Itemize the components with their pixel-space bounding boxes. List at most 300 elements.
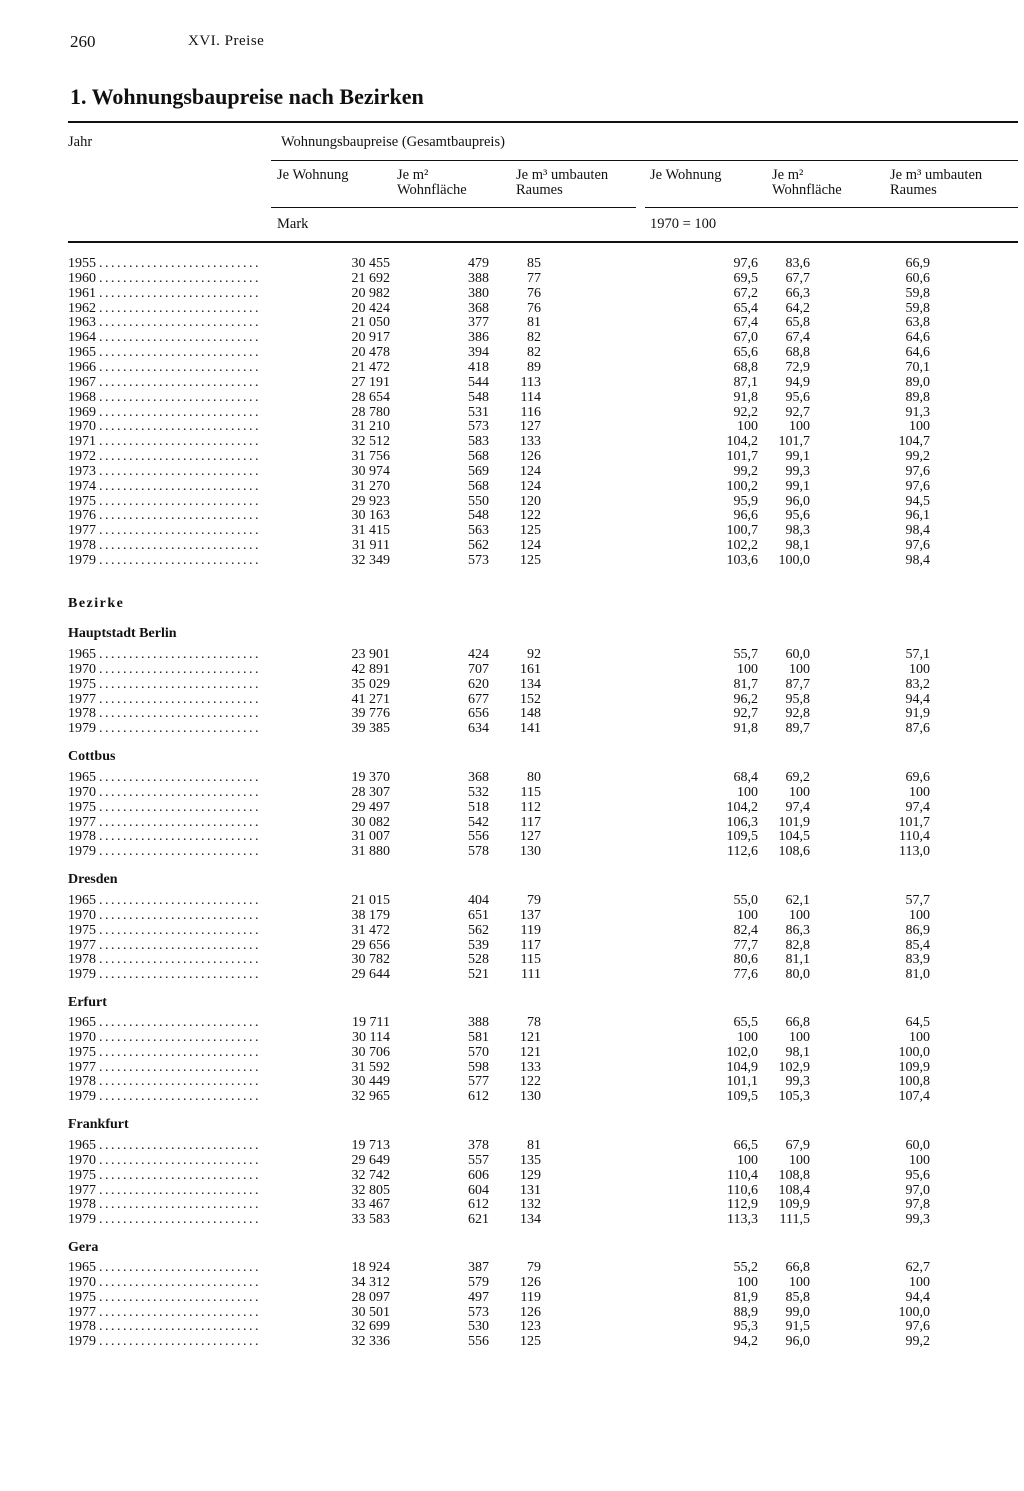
cell-je-wohnung-mark: 29 649 <box>351 1152 390 1168</box>
cell-je-wohnung-index: 65,5 <box>733 1015 758 1030</box>
cell-je-m2-mark: 378 <box>468 1138 489 1153</box>
cell-je-m3-mark: 121 <box>520 1029 541 1045</box>
cell-year: 1965 . . . <box>68 1138 258 1153</box>
cell-je-m2-index: 96,0 <box>785 1334 810 1350</box>
header-col-2-line-2: Wohnfläche <box>397 182 467 198</box>
cell-year: 1975 . . . <box>68 1045 258 1060</box>
table-row <box>68 829 1018 844</box>
cell-je-m2-mark: 544 <box>468 374 489 390</box>
cell-je-m3-index: 97,6 <box>905 1319 930 1335</box>
header-col-3-line-1: Je m³ umbauten <box>516 167 609 183</box>
cell-je-m3-index: 100 <box>909 1152 930 1168</box>
cell-je-wohnung-mark: 19 370 <box>351 770 390 785</box>
cell-je-wohnung-mark: 33 583 <box>351 1212 390 1228</box>
cell-je-m3-mark: 85 <box>527 256 541 271</box>
cell-je-m3-mark: 119 <box>520 1289 541 1305</box>
cell-je-wohnung-index: 100 <box>737 907 758 923</box>
cell-je-m3-index: 100 <box>909 1274 930 1290</box>
cell-je-m2-mark: 568 <box>468 449 489 465</box>
cell-je-m3-index: 100,8 <box>898 1074 930 1090</box>
header-unit-rule-index <box>645 207 1018 208</box>
cell-je-m2-mark: 386 <box>468 330 489 346</box>
cell-je-m3-mark: 79 <box>527 1260 541 1275</box>
cell-je-m2-mark: 548 <box>468 508 489 524</box>
cell-je-wohnung-index: 110,4 <box>727 1167 758 1183</box>
cell-je-m2-index: 80,0 <box>785 967 810 983</box>
cell-je-m2-mark: 556 <box>468 829 489 845</box>
table-row <box>68 1212 1018 1227</box>
cell-je-wohnung-index: 100 <box>737 419 758 435</box>
table-row <box>68 538 1018 553</box>
cell-je-m2-index: 82,8 <box>785 937 810 953</box>
cell-year: 1978 . . . <box>68 538 258 553</box>
cell-year: 1977 . . . <box>68 523 258 538</box>
cell-je-wohnung-mark: 30 782 <box>351 952 390 968</box>
header-bottom-rule <box>68 241 1018 243</box>
cell-je-wohnung-mark: 31 472 <box>351 922 390 938</box>
cell-je-wohnung-mark: 23 901 <box>351 647 390 662</box>
table-row <box>68 464 1018 479</box>
table-top-rule <box>68 121 1018 123</box>
cell-je-m3-mark: 130 <box>520 1089 541 1105</box>
cell-je-m3-index: 99,3 <box>905 1212 930 1228</box>
cell-je-m2-index: 89,7 <box>785 721 810 737</box>
cell-year: 1979 . . . <box>68 1089 258 1104</box>
section-heading-bezirke: Bezirke <box>68 596 125 611</box>
cell-je-m3-index: 110,4 <box>899 829 930 845</box>
table-row <box>68 1168 1018 1183</box>
cell-je-wohnung-index: 113,3 <box>727 1212 758 1228</box>
cell-je-m2-index: 99,3 <box>785 463 810 479</box>
cell-je-m2-mark: 368 <box>468 300 489 316</box>
cell-je-wohnung-mark: 32 742 <box>351 1167 390 1183</box>
cell-year: 1974 . . . <box>68 479 258 494</box>
header-unit-rule-mark <box>271 207 636 208</box>
cell-year: 1975 . . . <box>68 1290 258 1305</box>
header-col-6 <box>890 168 982 198</box>
table-row <box>68 1138 1018 1153</box>
cell-je-m3-mark: 120 <box>520 493 541 509</box>
cell-je-wohnung-index: 55,0 <box>733 893 758 908</box>
cell-je-m2-mark: 518 <box>468 799 489 815</box>
cell-je-m2-index: 105,3 <box>778 1089 810 1105</box>
cell-year: 1968 . . . <box>68 390 258 405</box>
cell-je-wohnung-index: 88,9 <box>733 1304 758 1320</box>
cell-je-m3-index: 81,0 <box>905 967 930 983</box>
cell-je-wohnung-index: 81,9 <box>733 1289 758 1305</box>
table-row <box>68 1045 1018 1060</box>
cell-je-wohnung-index: 110,6 <box>727 1182 758 1198</box>
cell-je-m3-index: 83,2 <box>905 676 930 692</box>
cell-je-m3-index: 91,9 <box>905 706 930 722</box>
header-unit-mark: Mark <box>277 216 309 232</box>
cell-je-m3-mark: 121 <box>520 1044 541 1060</box>
cell-je-m3-index: 98,4 <box>905 553 930 568</box>
cell-je-wohnung-index: 66,5 <box>733 1138 758 1153</box>
cell-year: 1979 . . . <box>68 1334 258 1349</box>
cell-je-wohnung-mark: 20 424 <box>351 300 390 316</box>
cell-je-wohnung-index: 82,4 <box>733 922 758 938</box>
cell-je-wohnung-mark: 32 512 <box>351 434 390 450</box>
cell-je-m2-mark: 521 <box>468 967 489 983</box>
header-group-rule <box>271 160 1018 161</box>
district-heading: Dresden <box>68 872 118 887</box>
table-row <box>68 1030 1018 1045</box>
header-col-5 <box>772 168 842 198</box>
cell-je-wohnung-index: 80,6 <box>733 952 758 968</box>
cell-je-m2-index: 98,1 <box>785 538 810 554</box>
cell-year: 1965 . . . <box>68 893 258 908</box>
table-row <box>68 494 1018 509</box>
cell-je-m3-mark: 122 <box>520 1074 541 1090</box>
cell-je-wohnung-mark: 29 644 <box>351 967 390 983</box>
cell-je-wohnung-mark: 31 210 <box>351 419 390 435</box>
cell-je-wohnung-index: 109,5 <box>726 1089 758 1105</box>
cell-je-m3-index: 94,4 <box>905 691 930 707</box>
cell-je-wohnung-index: 101,1 <box>726 1074 758 1090</box>
cell-je-m3-mark: 152 <box>520 691 541 707</box>
cell-je-wohnung-index: 100 <box>737 784 758 800</box>
cell-je-m2-mark: 550 <box>468 493 489 509</box>
cell-year: 1975 . . . <box>68 677 258 692</box>
cell-year: 1978 . . . <box>68 1074 258 1089</box>
cell-je-m2-mark: 497 <box>468 1289 489 1305</box>
cell-je-wohnung-mark: 30 082 <box>351 814 390 830</box>
cell-je-wohnung-index: 65,6 <box>733 345 758 361</box>
cell-je-wohnung-mark: 38 179 <box>351 907 390 923</box>
cell-je-m2-index: 95,8 <box>785 691 810 707</box>
cell-je-m3-mark: 134 <box>520 1212 541 1228</box>
chapter-heading: XVI. Preise <box>188 33 265 49</box>
cell-je-m3-index: 86,9 <box>905 922 930 938</box>
cell-year: 1977 . . . <box>68 815 258 830</box>
cell-je-wohnung-index: 99,2 <box>733 463 758 479</box>
cell-je-m3-index: 100 <box>909 419 930 435</box>
cell-je-m2-index: 95,6 <box>785 508 810 524</box>
cell-je-m3-mark: 76 <box>527 300 541 316</box>
cell-je-m3-mark: 76 <box>527 285 541 301</box>
cell-je-m3-index: 57,1 <box>905 647 930 662</box>
cell-je-m2-index: 98,3 <box>785 523 810 539</box>
cell-je-m3-mark: 132 <box>520 1197 541 1213</box>
district-heading: Frankfurt <box>68 1117 129 1132</box>
cell-je-wohnung-mark: 21 692 <box>351 270 390 286</box>
cell-je-wohnung-mark: 30 455 <box>351 256 390 271</box>
cell-je-m2-mark: 368 <box>468 770 489 785</box>
cell-je-m2-index: 65,8 <box>785 315 810 331</box>
cell-je-m2-mark: 532 <box>468 784 489 800</box>
cell-je-wohnung-mark: 19 711 <box>352 1015 390 1030</box>
cell-je-m2-mark: 612 <box>468 1089 489 1105</box>
cell-je-wohnung-mark: 31 415 <box>351 523 390 539</box>
cell-je-m3-mark: 131 <box>520 1182 541 1198</box>
cell-year: 1970 . . . <box>68 662 258 677</box>
cell-je-wohnung-mark: 18 924 <box>351 1260 390 1275</box>
cell-je-m3-mark: 117 <box>520 814 541 830</box>
cell-je-m3-index: 100 <box>909 784 930 800</box>
cell-je-wohnung-index: 65,4 <box>733 300 758 316</box>
cell-je-wohnung-index: 100 <box>737 1152 758 1168</box>
table-row <box>68 1197 1018 1212</box>
cell-je-wohnung-index: 100 <box>737 661 758 677</box>
cell-je-m2-index: 66,8 <box>785 1015 810 1030</box>
cell-je-m3-index: 89,0 <box>905 374 930 390</box>
cell-je-wohnung-mark: 20 478 <box>351 345 390 361</box>
cell-je-m2-index: 99,1 <box>785 449 810 465</box>
header-col-6-line-1: Je m³ umbauten <box>890 167 983 183</box>
cell-je-wohnung-index: 100,7 <box>726 523 758 539</box>
cell-year: 1977 . . . <box>68 938 258 953</box>
cell-je-m3-index: 99,2 <box>905 449 930 465</box>
cell-je-m2-mark: 479 <box>468 256 489 271</box>
cell-je-m2-index: 72,9 <box>785 359 810 375</box>
cell-year: 1977 . . . <box>68 1060 258 1075</box>
district-heading: Cottbus <box>68 749 116 764</box>
cell-je-m3-mark: 129 <box>520 1167 541 1183</box>
cell-je-m2-index: 104,5 <box>778 829 810 845</box>
cell-je-m2-mark: 573 <box>468 419 489 435</box>
cell-je-wohnung-mark: 20 917 <box>351 330 390 346</box>
table-row <box>68 844 1018 859</box>
cell-je-m3-mark: 130 <box>520 844 541 860</box>
cell-je-wohnung-mark: 33 467 <box>351 1197 390 1213</box>
cell-je-wohnung-index: 95,9 <box>733 493 758 509</box>
table-row <box>68 647 1018 662</box>
cell-year: 1977 . . . <box>68 1305 258 1320</box>
cell-je-wohnung-mark: 39 776 <box>351 706 390 722</box>
cell-year: 1965 . . . <box>68 1015 258 1030</box>
cell-je-m3-index: 91,3 <box>905 404 930 420</box>
cell-year: 1970 . . . <box>68 1275 258 1290</box>
cell-je-m2-mark: 563 <box>468 523 489 539</box>
cell-je-wohnung-index: 102,0 <box>726 1044 758 1060</box>
cell-je-m2-mark: 573 <box>468 553 489 568</box>
table-row <box>68 1305 1018 1320</box>
cell-je-m2-mark: 606 <box>468 1167 489 1183</box>
table-row <box>68 908 1018 923</box>
cell-je-wohnung-index: 92,7 <box>733 706 758 722</box>
cell-je-m3-mark: 115 <box>520 952 541 968</box>
cell-je-m3-mark: 81 <box>527 315 541 331</box>
cell-je-m3-mark: 122 <box>520 508 541 524</box>
cell-je-m3-mark: 80 <box>527 770 541 785</box>
cell-je-m2-index: 62,1 <box>785 893 810 908</box>
cell-je-m3-index: 97,4 <box>905 799 930 815</box>
cell-je-wohnung-mark: 41 271 <box>351 691 390 707</box>
cell-je-wohnung-index: 100 <box>737 1274 758 1290</box>
cell-je-wohnung-mark: 32 699 <box>351 1319 390 1335</box>
district-heading: Gera <box>68 1240 99 1255</box>
header-col-1 <box>277 168 348 183</box>
cell-je-wohnung-mark: 30 974 <box>351 463 390 479</box>
cell-je-m2-mark: 387 <box>468 1260 489 1275</box>
cell-je-m2-mark: 573 <box>468 1304 489 1320</box>
cell-je-wohnung-mark: 31 756 <box>351 449 390 465</box>
cell-je-m2-mark: 634 <box>468 721 489 737</box>
cell-je-m2-mark: 569 <box>468 463 489 479</box>
cell-je-m2-mark: 424 <box>468 647 489 662</box>
table-row <box>68 434 1018 449</box>
cell-je-wohnung-mark: 28 780 <box>351 404 390 420</box>
cell-je-wohnung-index: 109,5 <box>726 829 758 845</box>
cell-je-wohnung-index: 67,0 <box>733 330 758 346</box>
cell-je-m3-index: 70,1 <box>905 359 930 375</box>
cell-je-m2-mark: 598 <box>468 1059 489 1075</box>
cell-je-m2-index: 109,9 <box>778 1197 810 1213</box>
cell-je-m3-mark: 119 <box>520 922 541 938</box>
table-row <box>68 721 1018 736</box>
cell-je-m3-index: 66,9 <box>905 256 930 271</box>
cell-je-wohnung-mark: 29 923 <box>351 493 390 509</box>
cell-year: 1979 . . . <box>68 967 258 982</box>
cell-je-m3-mark: 133 <box>520 434 541 450</box>
cell-je-m3-mark: 126 <box>520 449 541 465</box>
table-row <box>68 523 1018 538</box>
cell-je-wohnung-index: 67,2 <box>733 285 758 301</box>
cell-year: 1963 . . . <box>68 315 258 330</box>
header-col-5-line-2: Wohnfläche <box>772 182 842 198</box>
cell-je-m2-mark: 612 <box>468 1197 489 1213</box>
cell-je-m2-index: 97,4 <box>785 799 810 815</box>
cell-je-wohnung-mark: 42 891 <box>351 661 390 677</box>
cell-je-m2-mark: 583 <box>468 434 489 450</box>
cell-je-m3-mark: 116 <box>520 404 541 420</box>
cell-je-wohnung-index: 104,2 <box>726 799 758 815</box>
cell-je-m3-mark: 134 <box>520 676 541 692</box>
cell-je-wohnung-mark: 21 472 <box>351 359 390 375</box>
cell-je-m3-mark: 135 <box>520 1152 541 1168</box>
table-title: 1. Wohnungsbaupreise nach Bezirken <box>70 84 424 109</box>
cell-year: 1970 . . . <box>68 1153 258 1168</box>
cell-je-m3-index: 94,4 <box>905 1289 930 1305</box>
cell-je-wohnung-mark: 32 349 <box>351 553 390 568</box>
cell-je-m2-index: 67,9 <box>785 1138 810 1153</box>
cell-je-m3-index: 57,7 <box>905 893 930 908</box>
cell-je-m2-mark: 539 <box>468 937 489 953</box>
cell-je-m2-mark: 579 <box>468 1274 489 1290</box>
cell-je-m3-mark: 133 <box>520 1059 541 1075</box>
table-row <box>68 785 1018 800</box>
table-row <box>68 256 1018 271</box>
cell-year: 1978 . . . <box>68 706 258 721</box>
cell-je-m2-mark: 394 <box>468 345 489 361</box>
cell-je-m2-mark: 577 <box>468 1074 489 1090</box>
cell-je-m3-mark: 161 <box>520 661 541 677</box>
table-row <box>68 952 1018 967</box>
cell-je-m3-mark: 79 <box>527 893 541 908</box>
cell-year: 1979 . . . <box>68 844 258 859</box>
cell-je-wohnung-index: 96,2 <box>733 691 758 707</box>
cell-je-m3-mark: 148 <box>520 706 541 722</box>
table-row <box>68 360 1018 375</box>
cell-je-m2-index: 100 <box>789 784 810 800</box>
cell-je-m2-index: 92,7 <box>785 404 810 420</box>
cell-je-m3-mark: 114 <box>520 389 541 405</box>
cell-je-m3-index: 62,7 <box>905 1260 930 1275</box>
cell-je-m3-index: 99,2 <box>905 1334 930 1350</box>
cell-je-m3-mark: 141 <box>520 721 541 737</box>
table-row <box>68 375 1018 390</box>
cell-je-m2-index: 108,8 <box>778 1167 810 1183</box>
cell-je-wohnung-index: 68,8 <box>733 359 758 375</box>
table-row <box>68 1060 1018 1075</box>
cell-je-m3-mark: 117 <box>520 937 541 953</box>
cell-year: 1964 . . . <box>68 330 258 345</box>
cell-je-m3-mark: 115 <box>520 784 541 800</box>
cell-je-wohnung-mark: 30 163 <box>351 508 390 524</box>
cell-je-wohnung-index: 100,2 <box>726 478 758 494</box>
cell-je-m3-mark: 125 <box>520 523 541 539</box>
cell-year: 1970 . . . <box>68 1030 258 1045</box>
cell-je-m2-index: 67,7 <box>785 270 810 286</box>
cell-je-wohnung-index: 95,3 <box>733 1319 758 1335</box>
cell-je-wohnung-mark: 19 713 <box>351 1138 390 1153</box>
cell-je-wohnung-mark: 31 911 <box>352 538 390 554</box>
cell-je-m2-mark: 562 <box>468 538 489 554</box>
cell-je-m3-mark: 126 <box>520 1274 541 1290</box>
cell-je-m3-mark: 125 <box>520 553 541 568</box>
cell-je-m2-index: 99,1 <box>785 478 810 494</box>
table-row <box>68 800 1018 815</box>
cell-je-m3-index: 94,5 <box>905 493 930 509</box>
table-row <box>68 662 1018 677</box>
cell-je-m2-mark: 656 <box>468 706 489 722</box>
cell-je-m2-mark: 388 <box>468 1015 489 1030</box>
header-unit-index: 1970 = 100 <box>650 216 717 232</box>
cell-je-m3-index: 89,8 <box>905 389 930 405</box>
cell-je-m2-index: 111,5 <box>779 1212 810 1228</box>
cell-je-m2-index: 64,2 <box>785 300 810 316</box>
cell-je-m3-index: 59,8 <box>905 285 930 301</box>
cell-je-m2-mark: 404 <box>468 893 489 908</box>
cell-je-wohnung-mark: 31 592 <box>351 1059 390 1075</box>
cell-je-m3-index: 100,0 <box>898 1304 930 1320</box>
cell-je-wohnung-index: 104,2 <box>726 434 758 450</box>
cell-year: 1977 . . . <box>68 692 258 707</box>
table-row <box>68 706 1018 721</box>
cell-je-wohnung-index: 97,6 <box>733 256 758 271</box>
cell-je-m3-index: 100 <box>909 1029 930 1045</box>
header-col-2 <box>397 168 467 198</box>
table-row <box>68 967 1018 982</box>
cell-je-m2-mark: 677 <box>468 691 489 707</box>
cell-je-m3-mark: 82 <box>527 345 541 361</box>
cell-year: 1979 . . . <box>68 721 258 736</box>
cell-je-wohnung-mark: 28 097 <box>351 1289 390 1305</box>
table-row <box>68 286 1018 301</box>
cell-je-m2-index: 100 <box>789 1274 810 1290</box>
cell-je-wohnung-mark: 30 114 <box>352 1029 390 1045</box>
cell-je-m2-mark: 556 <box>468 1334 489 1350</box>
header-col-4 <box>650 168 721 183</box>
cell-je-wohnung-mark: 20 982 <box>351 285 390 301</box>
cell-je-wohnung-mark: 32 805 <box>351 1182 390 1198</box>
cell-je-m2-index: 99,3 <box>785 1074 810 1090</box>
cell-je-m2-mark: 621 <box>468 1212 489 1228</box>
cell-je-m3-mark: 113 <box>520 374 541 390</box>
district-heading: Hauptstadt Berlin <box>68 626 177 641</box>
cell-je-wohnung-index: 55,7 <box>733 647 758 662</box>
cell-je-m3-index: 107,4 <box>898 1089 930 1105</box>
table-row <box>68 553 1018 568</box>
cell-year: 1965 . . . <box>68 345 258 360</box>
cell-je-m3-index: 69,6 <box>905 770 930 785</box>
cell-year: 1972 . . . <box>68 449 258 464</box>
cell-je-m3-index: 60,6 <box>905 270 930 286</box>
cell-je-m2-index: 92,8 <box>785 706 810 722</box>
district-heading: Erfurt <box>68 995 107 1010</box>
cell-je-m2-mark: 388 <box>468 270 489 286</box>
